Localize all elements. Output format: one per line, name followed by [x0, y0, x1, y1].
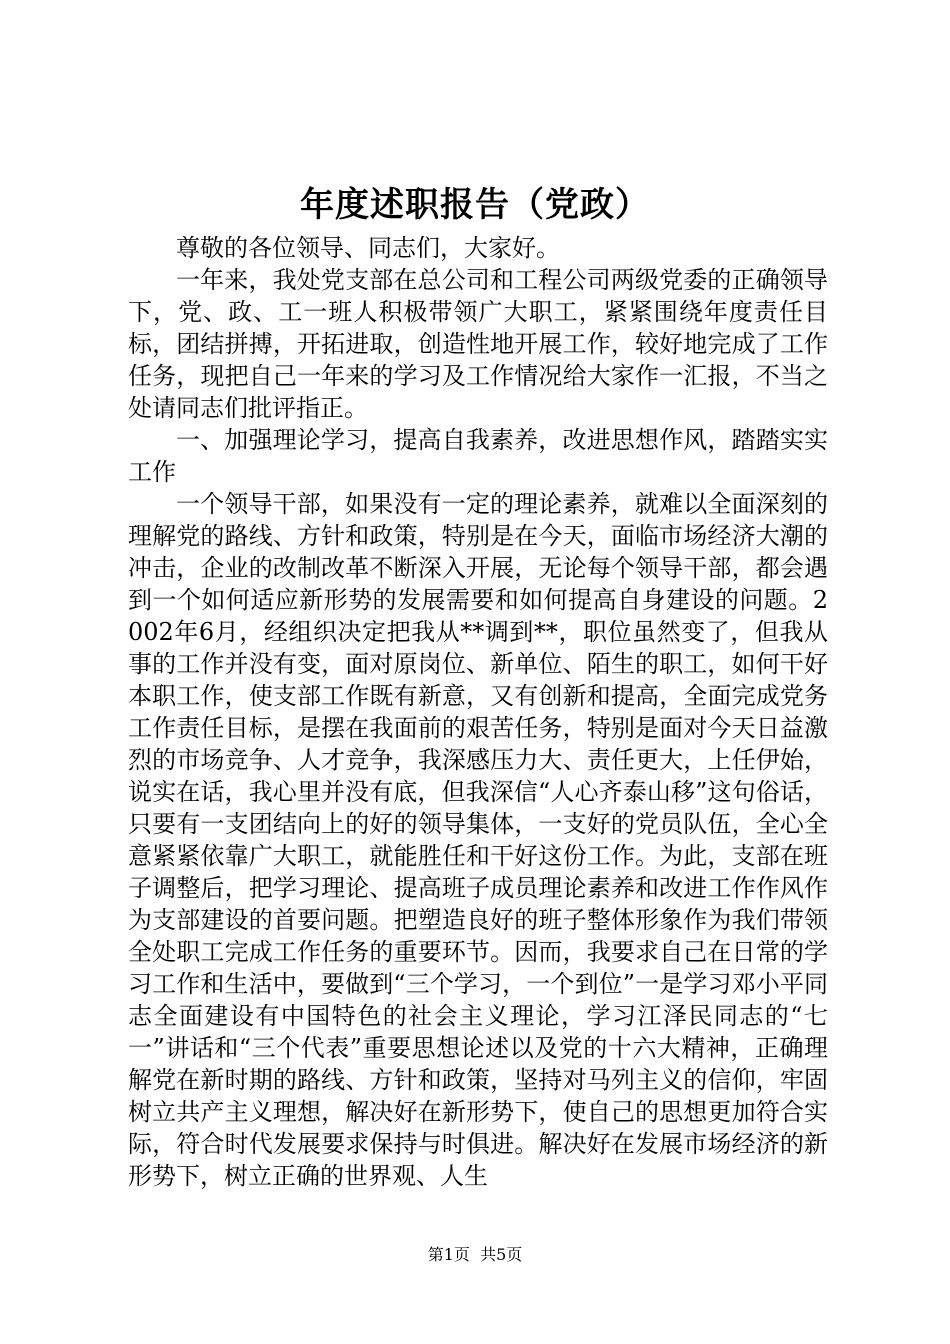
paragraph-intro: 一年来，我处党支部在总公司和工程公司两级党委的正确领导下，党、政、工一班人积极带领广大职工，紧紧围绕年度责任目标，团结拼搏，开拓进取，创造性地开展工作，较好地完成了工作任务，现把自己一年来的学习及工作情况给大家作一汇报，不当之处请同志们批评指正。 [128, 266, 828, 422]
paragraph-section-1: 一个领导干部，如果没有一定的理论素养，就难以全面深刻的理解党的路线、方针和政策，特别是在今天，面临市场经济大潮的冲击，企业的改制改革不断深入开展，无论每个领导干部，都会遇到一个如何适应新形势的发展需要和如何提高自身建设的问题。2002年6月，经组织决定把我从**调到**，职位虽然变了，但我从事的工作并没有变，面对原岗位、新单位、陌生的职工，如何干好本职工作，使支部工作既有新意，又有创新和提高，全面完成党务工作责任目标，是摆在我面前的艰苦任务，特别是面对今天日益激烈的市场竞争、人才竞争，我深感压力大、责任更大，上任伊始，说实在话，我心里并没有底，但我深信“人心齐泰山移”这句俗话，只要有一支团结向上的好的领导集体，一支好的党员队伍，全心全意紧紧依靠广大职工，就能胜任和干好这份工作。为此，支部在班子调整后，把学习理论、提高班子成员理论素养和改进工作作风作为支部建设的首要问题。把塑造良好的班子整体形象作为我们带领全处职工完成工作任务的重要环节。因而，我要求自己在日常的学习工作和生活中，要做到“三个学习，一个到位”一是学习邓小平同志全面建设有中国特色的社会主义理论，学习江泽民同志的“七一”讲话和“三个代表”重要思想论述以及党的十六大精神，正确理解党在新时期的路线、方针和政策，坚持对马列主义的信仰，牢固树立共产主义理想，解决好在新形势下，使自己的思想更加符合实际，符合时代发展要求保持与时俱进。解决好在发展市场经济的新形势下，树立正确的世界观、人生 [128, 490, 828, 1190]
document-title: 年度述职报告（党政） [300, 185, 650, 225]
page-footer [0, 1244, 950, 1266]
paragraph-greeting: 尊敬的各位领导、同志们，大家好。 [176, 234, 560, 262]
page-total: 共5页 [480, 1245, 523, 1264]
document-body [128, 232, 828, 1192]
page-number: 第1页 [427, 1245, 470, 1264]
section-heading-1: 一、加强理论学习，提高自我素养，改进思想作风，踏踏实实工作 [128, 426, 828, 486]
